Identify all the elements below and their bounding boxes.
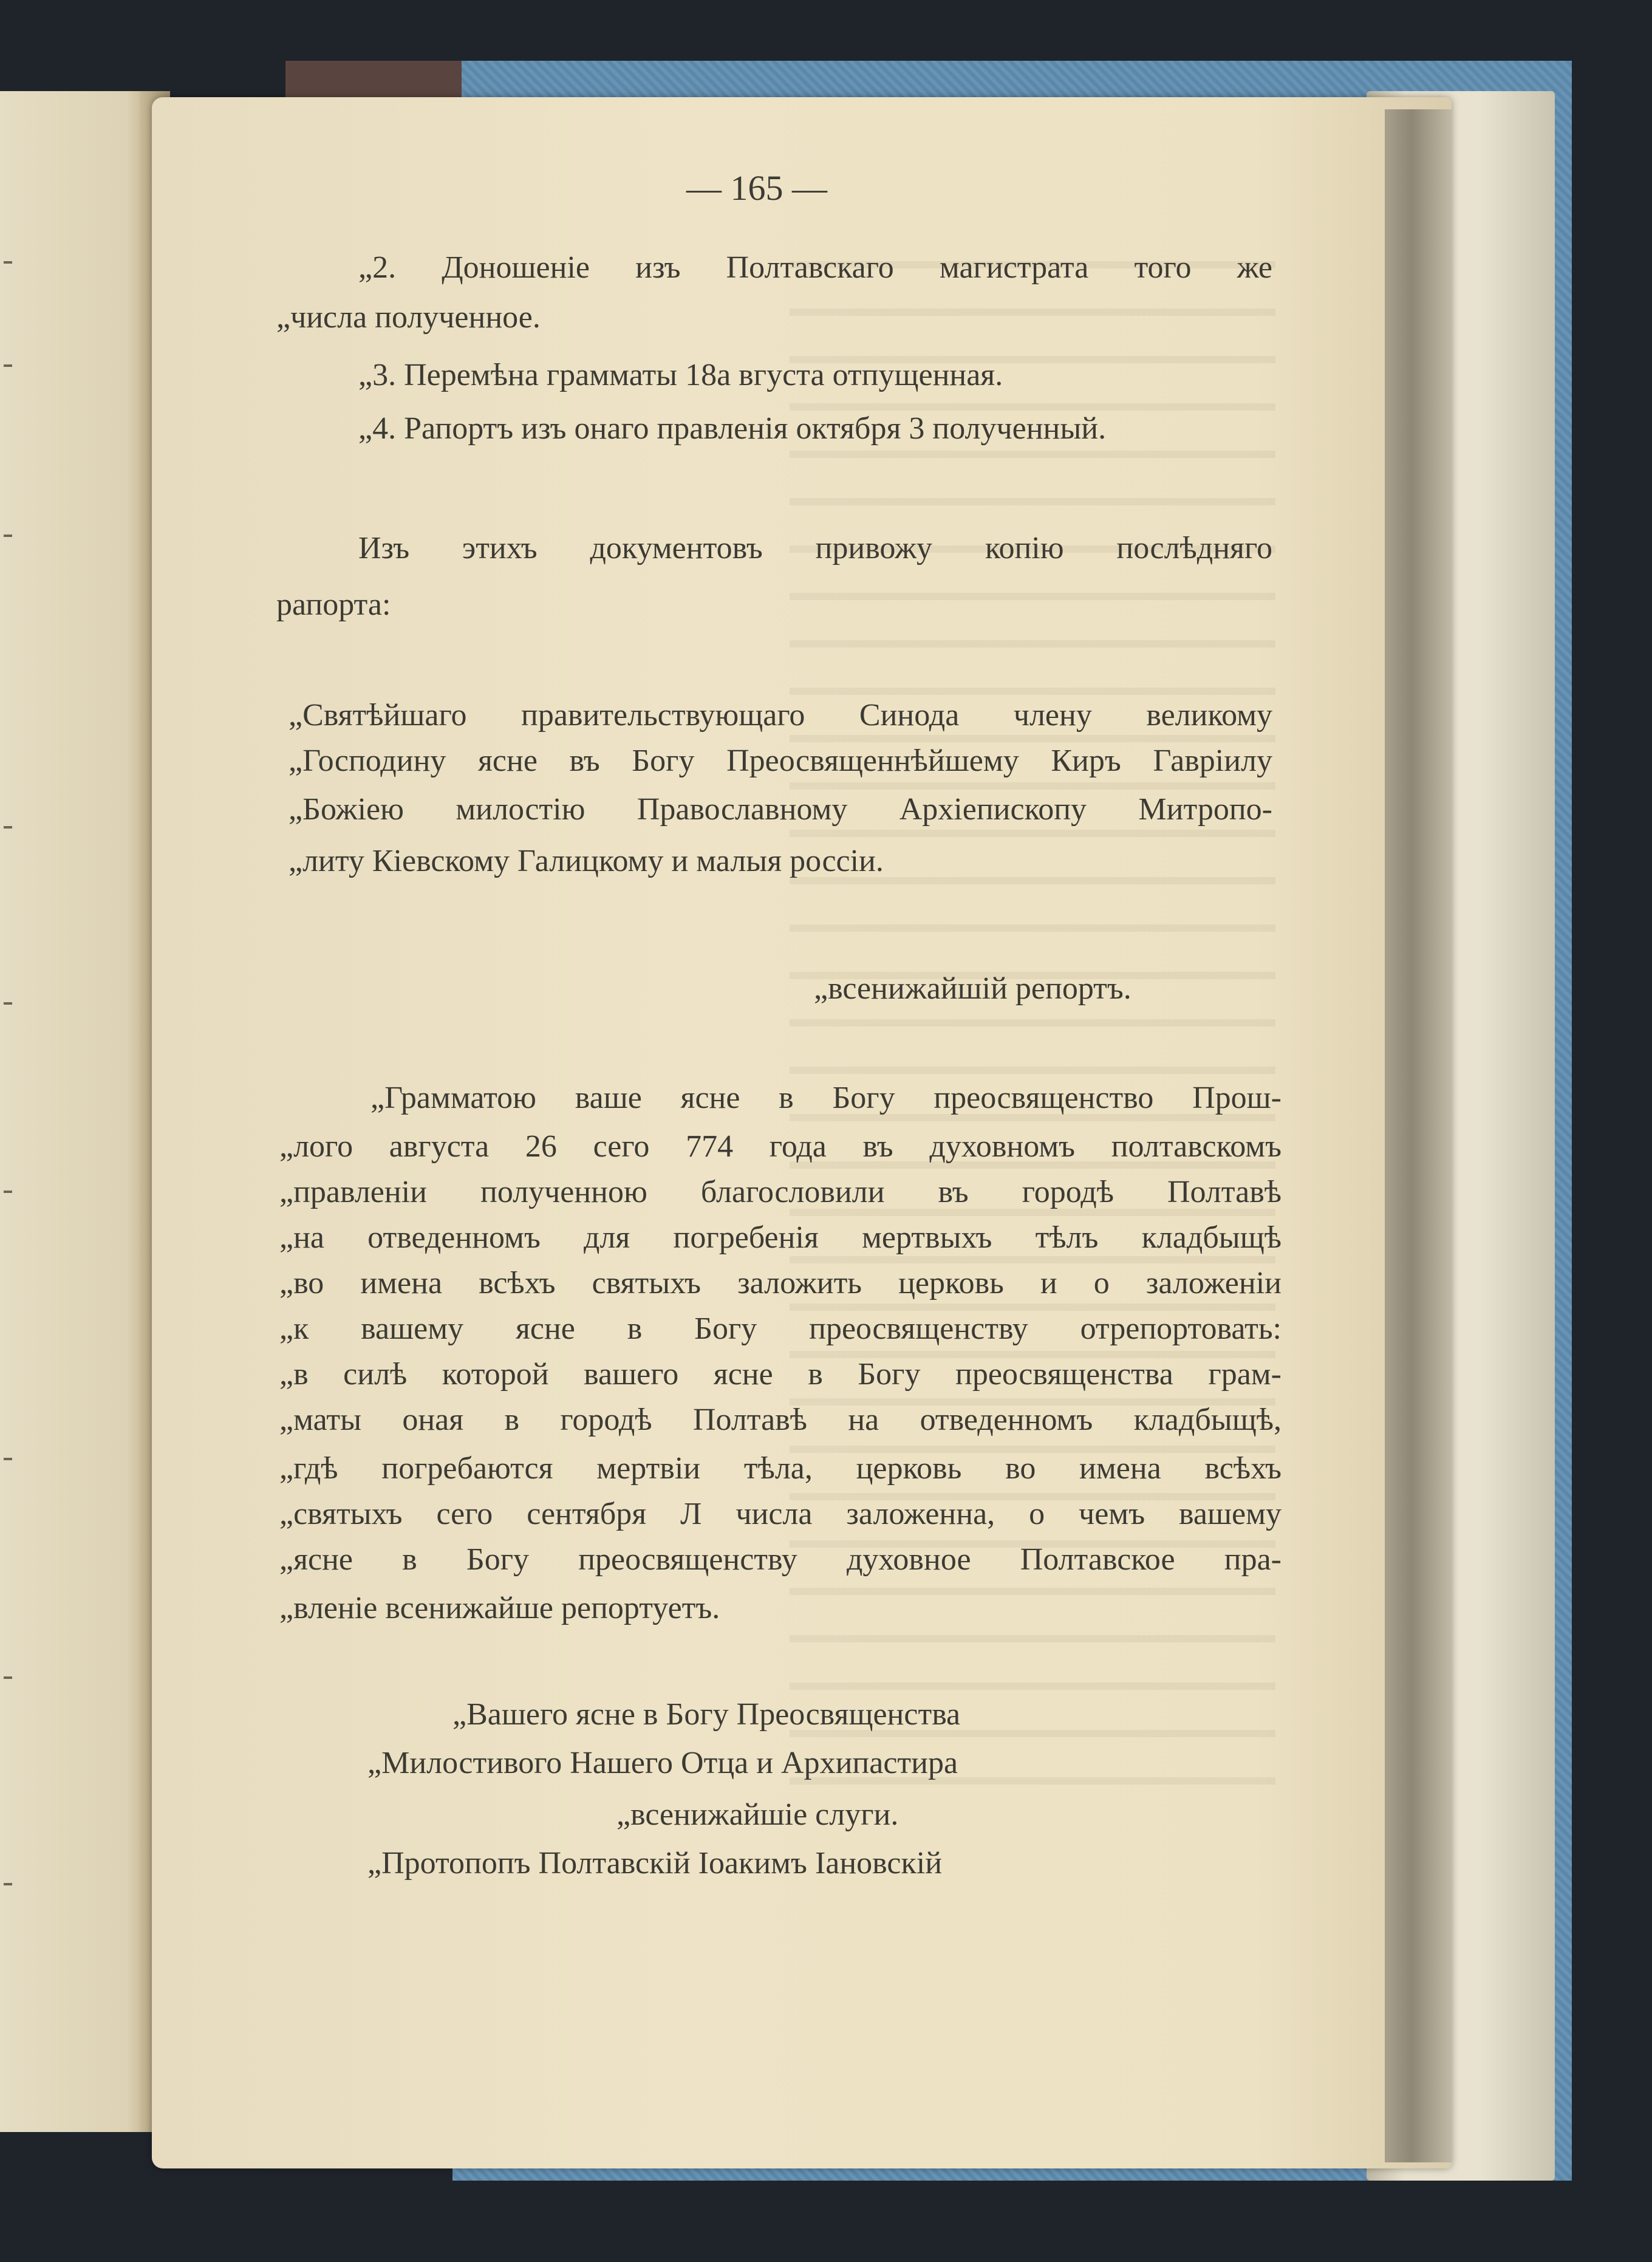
left-page-mark [4,826,12,829]
report-title: „всенижайшій репортъ. [814,971,1131,1006]
closing-line-1: „Вашего ясне в Богу Преосвященства [452,1697,961,1732]
signature-line: „Протопопъ Полтавскій Іоакимъ Іановскій [367,1846,943,1881]
body-line-12: „вленіе всенижайше репортуетъ. [279,1591,720,1625]
left-page-mark [4,1458,12,1460]
body-line-9: „гдѣ погребаются мертвіи тѣла, церковь во имена всѣхъ [279,1451,1282,1486]
body-line-1: „Грамматою ваше ясне в Богу преосвященство Прош- [370,1081,1282,1115]
body-line-4: „на отведенномъ для погребенія мертвыхъ тѣлъ кладбыщѣ [279,1220,1282,1255]
address-line-1: „Святѣйшаго правительствующаго Синода члену великому [288,698,1272,733]
closing-line-3: „всенижайшіе слуги. [616,1797,899,1832]
left-page-fragment [0,91,158,2132]
body-line-2: „лого августа 26 сего 774 года въ духовномъ полтавскомъ [279,1129,1282,1164]
closing-line-2: „Милостивого Нашего Отца и Архипастира [367,1746,958,1780]
intro-line-1: Изъ этихъ документовъ привожу копію послѣдняго [358,531,1272,566]
binding-strip [285,61,462,97]
left-page-mark [4,535,12,537]
address-line-2: „Господину ясне въ Богу Преосвященнѣйшему Киръ Гавріилу [288,743,1272,778]
page-number: — 165 — [686,168,827,208]
left-page-mark [4,364,12,367]
left-page-mark [4,1883,12,1885]
left-page-mark [4,1191,12,1193]
left-page-mark [4,1002,12,1005]
body-line-5: „во имена всѣхъ святыхъ заложить церковь и о заложеніи [279,1266,1282,1300]
list-item-4: „4. Рапортъ изъ онаго правленія октября 3 полученный. [358,411,1107,446]
address-line-4: „литу Кіевскому Галицкому и малыя россіи. [288,844,884,878]
intro-line-2: рапорта: [276,587,391,622]
body-line-10: „святыхъ сего сентября Л числа заложенна, о чемъ вашему [279,1497,1282,1531]
list-item-2-line-2: „числа полученное. [276,300,541,335]
left-page-mark [4,1676,12,1679]
body-line-8: „маты оная в городѣ Полтавѣ на отведенномъ кладбыщѣ, [279,1403,1282,1437]
body-line-6: „к вашему ясне в Богу преосвященству отрепортовать: [279,1311,1282,1346]
body-line-7: „в силѣ которой вашего ясне в Богу преосвященства грам- [279,1357,1282,1392]
left-page-mark [4,261,12,264]
list-item-2-line-1: „2. Доношеніе изъ Полтавскаго магистрата того же [358,250,1272,285]
body-line-11: „ясне в Богу преосвященству духовное Полтавское пра- [279,1542,1282,1577]
address-line-3: „Божіею милостію Православному Архіепископу Митропо- [288,792,1272,827]
list-item-3: „3. Перемѣна грамматы 18а вгуста отпущенная. [358,358,1003,392]
page-edge [1385,109,1452,2162]
body-line-3: „правленіи полученною благословили въ городѣ Полтавѣ [279,1175,1282,1209]
